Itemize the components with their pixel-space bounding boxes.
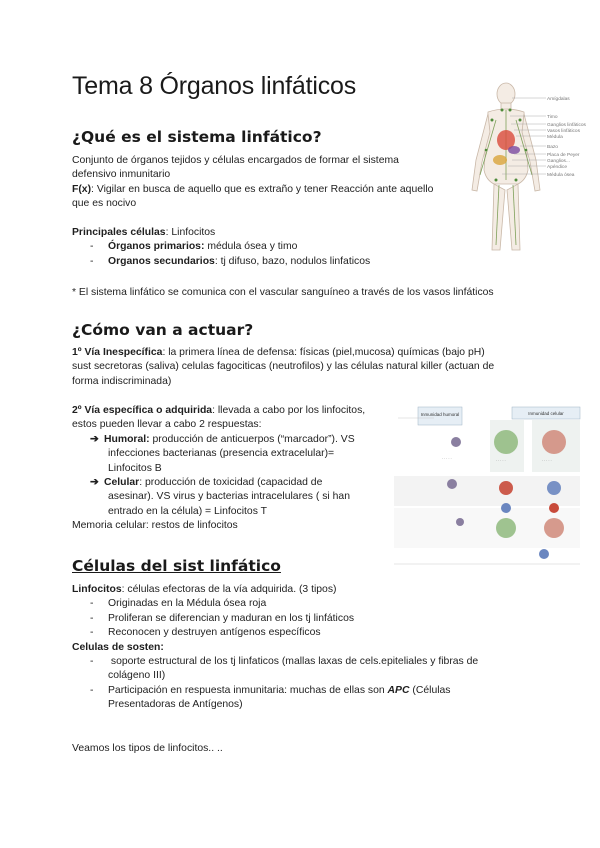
via1-label: 1º Vía Inespecífica xyxy=(72,347,163,358)
anatomy-label: Timo xyxy=(547,115,558,120)
celulas-block xyxy=(72,583,572,713)
organ-list-item: - Organos secundarios: tj difuso, bazo, nodulos linfaticos xyxy=(90,255,371,267)
list-item-text: Participación en respuesta inmunitaria: muchas de ellas son xyxy=(108,684,388,696)
anatomy-label: Apéndice xyxy=(547,165,568,170)
list-item: - soporte estructural de los tj linfaticos (mallas laxas de cels.epiteliales y fibras de xyxy=(90,656,479,668)
organ-text: : tj difuso, bazo, nodulos linfaticos xyxy=(214,255,371,267)
via-inespecifica-paragraph xyxy=(72,346,572,389)
humoral-item xyxy=(72,433,392,447)
via2-text: : llevada a cabo por los linfocitos, xyxy=(212,405,366,416)
list-item-continuation: colágeno III) xyxy=(108,670,166,682)
list-item: - Participación en respuesta inmunitaria: muchas de ellas son APC (Células xyxy=(90,684,451,696)
anatomy-label: Médula ósea xyxy=(547,173,575,178)
celular-header: Inmunidad celular xyxy=(528,411,564,416)
closing-text: Veamos los tipos de linfocitos.. .. xyxy=(72,743,223,754)
immunity-figure xyxy=(394,404,584,580)
anatomy-label: Amígdalas xyxy=(547,97,570,102)
humoral-line: Linfocitos B xyxy=(108,462,162,474)
definition-line: defensivo inmunitario xyxy=(72,169,171,181)
section-heading-como-actuar: ¿Cómo van a actuar? xyxy=(72,321,254,339)
note-text: * El sistema linfático se comunica con el vascular sanguíneo a través de los vasos linfáticos xyxy=(72,287,494,298)
principal-cells-line xyxy=(72,226,492,240)
memoria-line: Memoria celular: restos de linfocitos xyxy=(72,520,238,532)
list-item: - Proliferan se diferencian y maduran en los tj linfáticos xyxy=(90,612,355,624)
humoral-text: producción de anticuerpos (“marcador”). VS xyxy=(149,433,355,445)
via1-line: forma indiscriminada) xyxy=(72,375,172,387)
list-item-text: (Células xyxy=(409,684,451,696)
arrow-icon: ➔ xyxy=(90,477,99,489)
list-item-text: soporte estructural de los tj linfaticos (mallas laxas de cels.epiteliales y fibras de xyxy=(108,656,479,668)
via1-line xyxy=(72,346,572,360)
function-label: F(x) xyxy=(72,183,92,195)
celular-label: Celular xyxy=(104,477,140,489)
anatomy-label: Médula xyxy=(547,135,563,140)
section-heading-celulas: Células del sist linfático xyxy=(72,557,281,575)
infected-cell xyxy=(494,430,518,454)
section-heading-sistema-linfatico: ¿Qué es el sistema linfático? xyxy=(72,128,322,146)
page-title: Tema 8 Órganos linfáticos xyxy=(72,72,357,100)
list-item: - Originadas en la Médula ósea roja xyxy=(90,598,267,610)
celular-item xyxy=(72,476,392,490)
anatomy-label: Placa de Peyer xyxy=(547,153,580,158)
function-line xyxy=(72,183,462,197)
via2-line xyxy=(72,404,392,418)
list-item-text: Originadas en la Médula ósea roja xyxy=(108,598,267,610)
arrow-icon: ➔ xyxy=(90,433,99,445)
anatomy-label: Vasos linfáticos xyxy=(547,129,580,134)
humoral-label: Humoral: xyxy=(104,433,150,445)
humoral-header: Inmunidad humoral xyxy=(420,412,460,417)
sosten-label: Celulas de sosten: xyxy=(72,641,164,653)
humoral-line: infecciones bacterianas (presencia extracelular)= xyxy=(108,448,335,460)
anatomy-label: Ganglios... xyxy=(547,159,570,164)
via-especifica-paragraph xyxy=(72,404,392,534)
list-item-text: Proliferan se diferencian y maduran en los tj linfáticos xyxy=(108,612,355,624)
function-text: : Vigilar en busca de aquello que es extraño y tener Reacción ante aquello xyxy=(91,183,434,195)
linfocitos-text: : células efectoras de la vía adquirida. (3 tipos) xyxy=(121,584,337,595)
organ-text: médula ósea y timo xyxy=(204,241,298,253)
linfocitos-line xyxy=(72,583,572,597)
list-item-continuation: Presentadoras de Antígenos) xyxy=(108,699,243,711)
celular-line: asesinar). VS virus y bacterias intracelulares ( si han xyxy=(108,491,350,503)
principal-cells-label: Principales células xyxy=(72,227,166,238)
svg-text:· · · · ·: · · · · · xyxy=(542,459,552,463)
apc-term: APC xyxy=(387,684,410,696)
via2-line: estos pueden llevar a cabo 2 respuestas: xyxy=(72,419,262,431)
organ-list-item: - Órganos primarios: médula ósea y timo xyxy=(90,241,298,253)
via2-label: 2º Vía específica o adquirida xyxy=(72,405,213,416)
celular-line: entrado en la célula) = Linfocitos T xyxy=(108,505,267,517)
infected-cell xyxy=(542,430,566,454)
definition-paragraph xyxy=(72,154,462,212)
anatomy-label: Ganglios linfáticos xyxy=(547,123,586,128)
list-item-text: Reconocen y destruyen antígenos específicos xyxy=(108,627,321,639)
definition-line: Conjunto de órganos tejidos y células encargados de formar el sistema xyxy=(72,155,399,166)
organ-label: Órganos primarios: xyxy=(108,241,205,253)
list-item: - Reconocen y destruyen antígenos específicos xyxy=(90,627,321,639)
principal-cells-block xyxy=(72,226,492,269)
celular-text: : producción de toxicidad (capacidad de xyxy=(139,477,323,489)
organ-label: Organos secundarios xyxy=(108,255,215,267)
function-line: que es nocivo xyxy=(72,198,137,210)
linfocitos-label: Linfocitos xyxy=(72,584,122,595)
svg-text:· · · · ·: · · · · · xyxy=(442,457,452,461)
anatomy-label: Bazo xyxy=(547,145,558,150)
via1-line: sust secretoras (saliva) celulas fagociticas (neutrofilos) y las células natural killer (actuan de xyxy=(72,361,495,373)
svg-text:· · · · ·: · · · · · xyxy=(496,459,506,463)
principal-cells-text: : Linfocitos xyxy=(165,227,216,238)
via1-text: : la primera línea de defensa: físicas (piel,mucosa) químicas (bajo pH) xyxy=(162,347,485,358)
